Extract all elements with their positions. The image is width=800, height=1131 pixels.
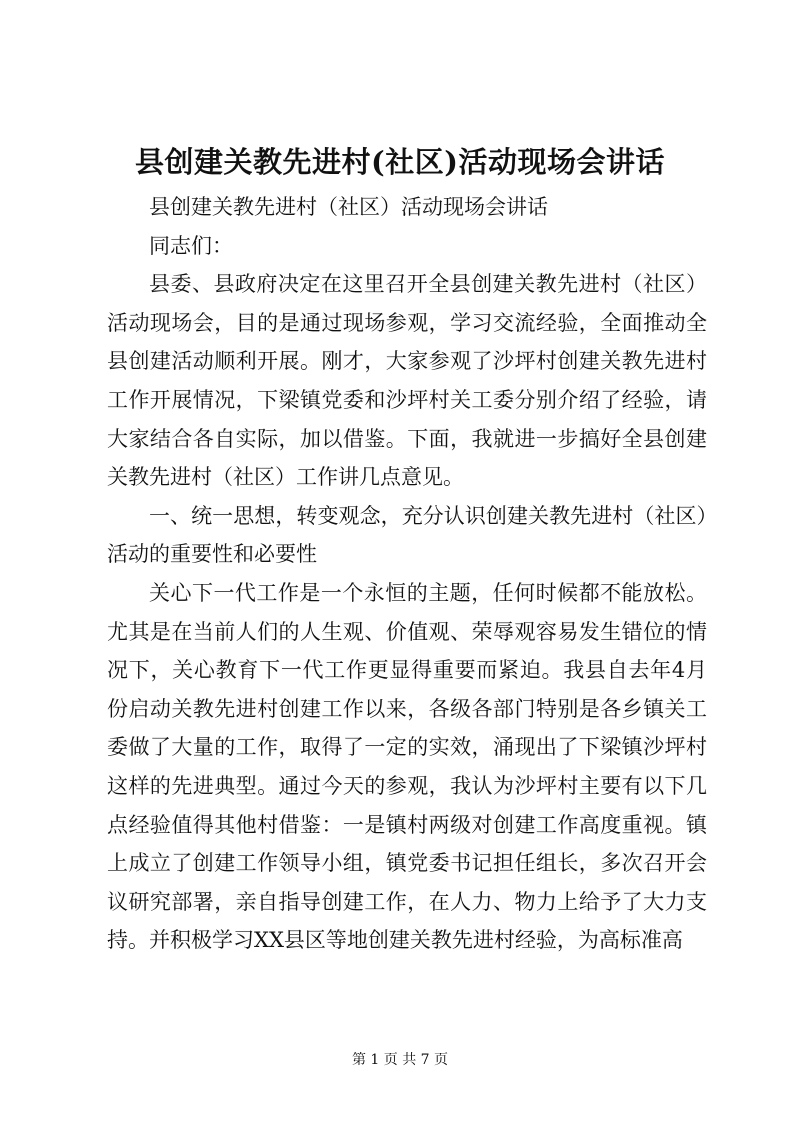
document-title: 县创建关教先进村(社区)活动现场会讲话: [135, 145, 665, 179]
document-body: [107, 188, 707, 960]
page-footer: 第 1 页 共 7 页: [351, 1052, 449, 1068]
subtitle-paragraph: 县创建关教先进村（社区）活动现场会讲话: [149, 195, 548, 219]
salutation-paragraph: 同志们：: [149, 233, 233, 258]
section-heading: 一、统一思想，转变观念，充分认识创建关教先进村（社区）活动的重要性和必要性: [107, 503, 707, 567]
intro-paragraph: 县委、县政府决定在这里召开全县创建关教先进村（社区）活动现场会，目的是通过现场参观，学习交流经验，全面推动全县创建活动顺利开展。刚才，大家参观了沙坪村创建关教先进村工作开展情况，下梁镇党委和沙坪村关工委分别介绍了经验，请大家结合各自实际，加以借鉴。下面，我就进一步搞好全县创建关教先进村（社区）工作讲几点意见。: [107, 272, 707, 490]
body-paragraph: 关心下一代工作是一个永恒的主题，任何时候都不能放松。尤其是在当前人们的人生观、价值观、荣辱观容易发生错位的情况下，关心教育下一代工作更显得重要而紧迫。我县自去年4月份启动关教先进村创建工作以来，各级各部门特别是各乡镇关工委做了大量的工作，取得了一定的实效，涌现出了下梁镇沙坪村这样的先进典型。通过今天的参观，我认为沙坪村主要有以下几点经验值得其他村借鉴：一是镇村两级对创建工作高度重视。镇上成立了创建工作领导小组，镇党委书记担任组长，多次召开会议研究部署，亲自指导创建工作，在人力、物力上给予了大力支持。并积极学习XX县区等地创建关教先进村经验，为高标准高: [107, 580, 707, 953]
